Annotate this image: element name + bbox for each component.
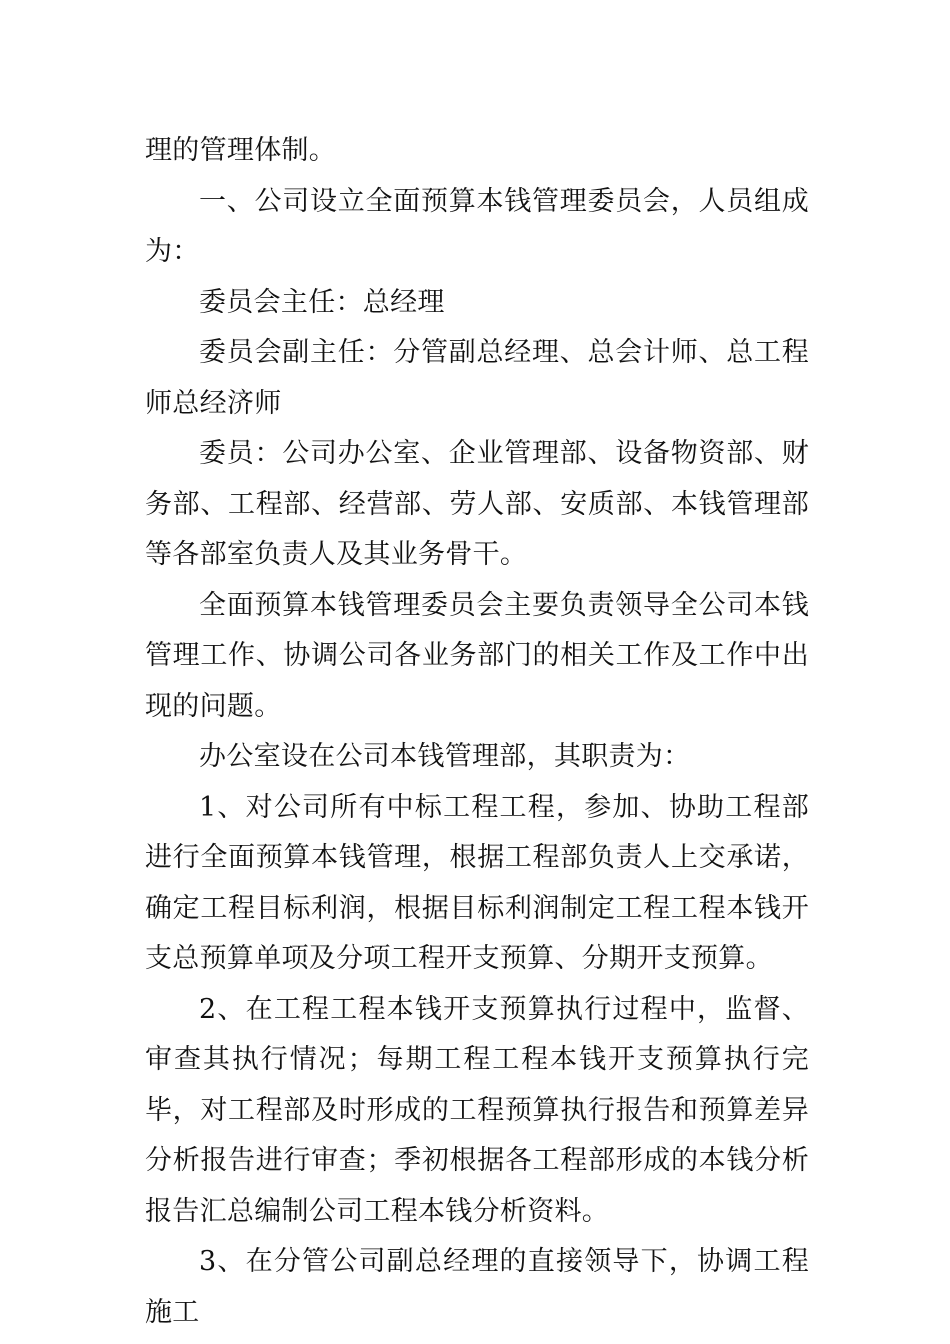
paragraph-6: 全面预算本钱管理委员会主要负责领导全公司本钱管理工作、协调公司各业务部门的相关工作及工作中出现的问题。 <box>145 589 809 722</box>
paragraph-10: 3、在分管公司副总经理的直接领导下，协调工程施工 <box>145 1246 809 1328</box>
paragraph-9: 2、在工程工程本钱开支预算执行过程中，监督、审查其执行情况；每期工程工程本钱开支预算执行完毕，对工程部及时形成的工程预算执行报告和预算差异分析报告进行审查；季初根据各工程部形成的本钱分析报告汇总编制公司工程本钱分析资料。 <box>145 993 809 1227</box>
paragraph-2: 一、公司设立全面预算本钱管理委员会，人员组成为： <box>145 185 809 267</box>
paragraph-7: 办公室设在公司本钱管理部，其职责为： <box>199 741 691 772</box>
paragraph-8: 1、对公司所有中标工程工程，参加、协助工程部进行全面预算本钱管理，根据工程部负责人上交承诺，确定工程目标利润，根据目标利润制定工程工程本钱开支总预算单项及分项工程开支预算、分期开支预算。 <box>145 791 809 974</box>
paragraph-4: 委员会副主任：分管副总经理、总会计师、总工程师总经济师 <box>145 337 809 419</box>
paragraph-1: 理的管理体制。 <box>145 135 337 166</box>
paragraph-5: 委员：公司办公室、企业管理部、设备物资部、财务部、工程部、经营部、劳人部、安质部、本钱管理部等各部室负责人及其业务骨干。 <box>145 438 809 570</box>
paragraph-3: 委员会主任：总经理 <box>199 286 445 318</box>
document-body <box>145 126 809 1338</box>
